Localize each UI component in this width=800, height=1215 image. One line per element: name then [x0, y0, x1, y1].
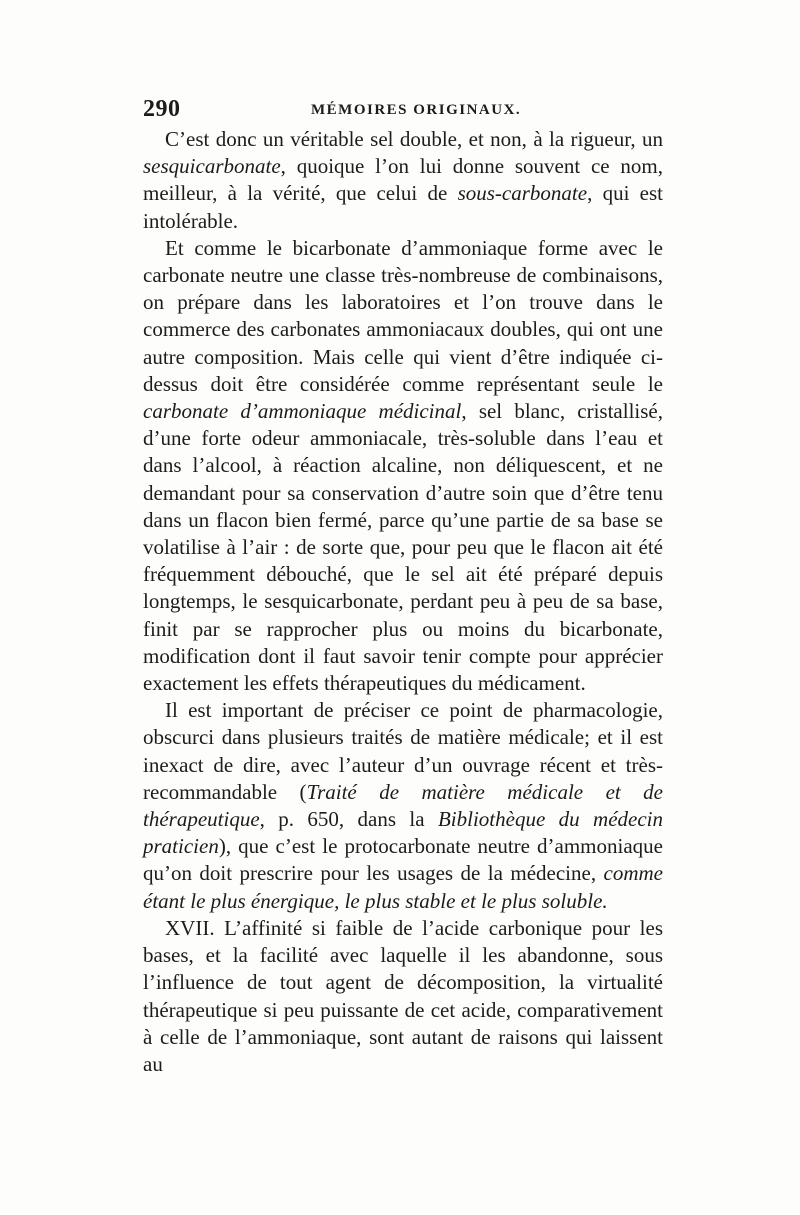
italic-term: carbonate d’ammoniaque médicinal — [143, 399, 462, 424]
paragraph-3 — [143, 697, 663, 915]
text-run: Il est important de préciser ce point de pharmacologie, obscurci dans plusieurs traités de matière médicale; et il est inexact de dire, avec l’auteur d’un ouvrage récent et très-recommandable ( — [143, 698, 663, 804]
italic-term: sous-carbonate — [457, 181, 588, 206]
italic-citation: Traité de matière médicale et de thérapeutique — [143, 779, 663, 832]
paragraph-1 — [143, 126, 663, 235]
text-run: Et comme le bicarbonate d’ammoniaque forme avec le carbonate neutre une classe très-nombreuse de combinaisons, on prépare dans les laboratoires et l’on trouve dans le commerce des carbonates ammoniacaux doubles, qui ont une autre composition. Mais celle qui vient d’être indiquée ci-dessus doit être considérée comme représentant seule le — [143, 235, 663, 396]
text-run: , p. 650, dans la — [259, 807, 438, 832]
text-run: XVII. L’affinité si faible de l’acide carbonique pour les bases, et la facilité avec laquelle il les abandonne, sous l’influence de tout agent de décomposition, la virtualité thérapeutique si peu puissante de cet acide, comparativement à celle de l’ammoniaque, sont autant de raisons qui laissent au — [143, 915, 663, 1076]
page-number: 290 — [143, 96, 181, 122]
page-header — [143, 96, 663, 126]
paragraph-2 — [143, 235, 663, 697]
paragraph-4 — [143, 915, 663, 1078]
text-run: , qui est intolérable. — [143, 181, 663, 233]
body-text — [143, 126, 663, 1078]
italic-term: sesquicarbonate — [143, 154, 281, 179]
text-run: , quoique l’on lui donne souvent ce nom, meilleur, à la vérité, que celui de — [143, 154, 663, 206]
text-run: ), que c’est le protocarbonate neutre d’ammoniaque qu’on doit prescrire pour les usages de la médecine, — [143, 834, 663, 886]
text-run: , sel blanc, cristallisé, d’une forte odeur ammoniacale, très-soluble dans l’eau et dans l’alcool, à réaction alcaline, non déliquescent, et ne demandant pour sa conservation d’autre soin que d’être tenu dans un flacon bien fermé, parce qu’une partie de sa base se volatilise à l’air : de sorte que, pour peu que le flacon ait été fréquemment débouché, que le sel ait été préparé depuis longtemps, le sesquicarbonate, perdant peu à peu de sa base, finit par se rapprocher plus ou moins du bicarbonate, modification dont il faut savoir tenir compte pour apprécier exactement les effets thérapeutiques du médicament. — [143, 399, 663, 696]
italic-citation: Bibliothèque du médecin praticien — [143, 807, 663, 859]
running-head: MÉMOIRES ORIGINAUX. — [311, 102, 522, 118]
text-run: C’est donc un véritable sel double, et non, à la rigueur, un — [165, 127, 663, 151]
italic-quote: comme étant le plus énergique, le plus stable et le plus soluble. — [143, 861, 663, 913]
